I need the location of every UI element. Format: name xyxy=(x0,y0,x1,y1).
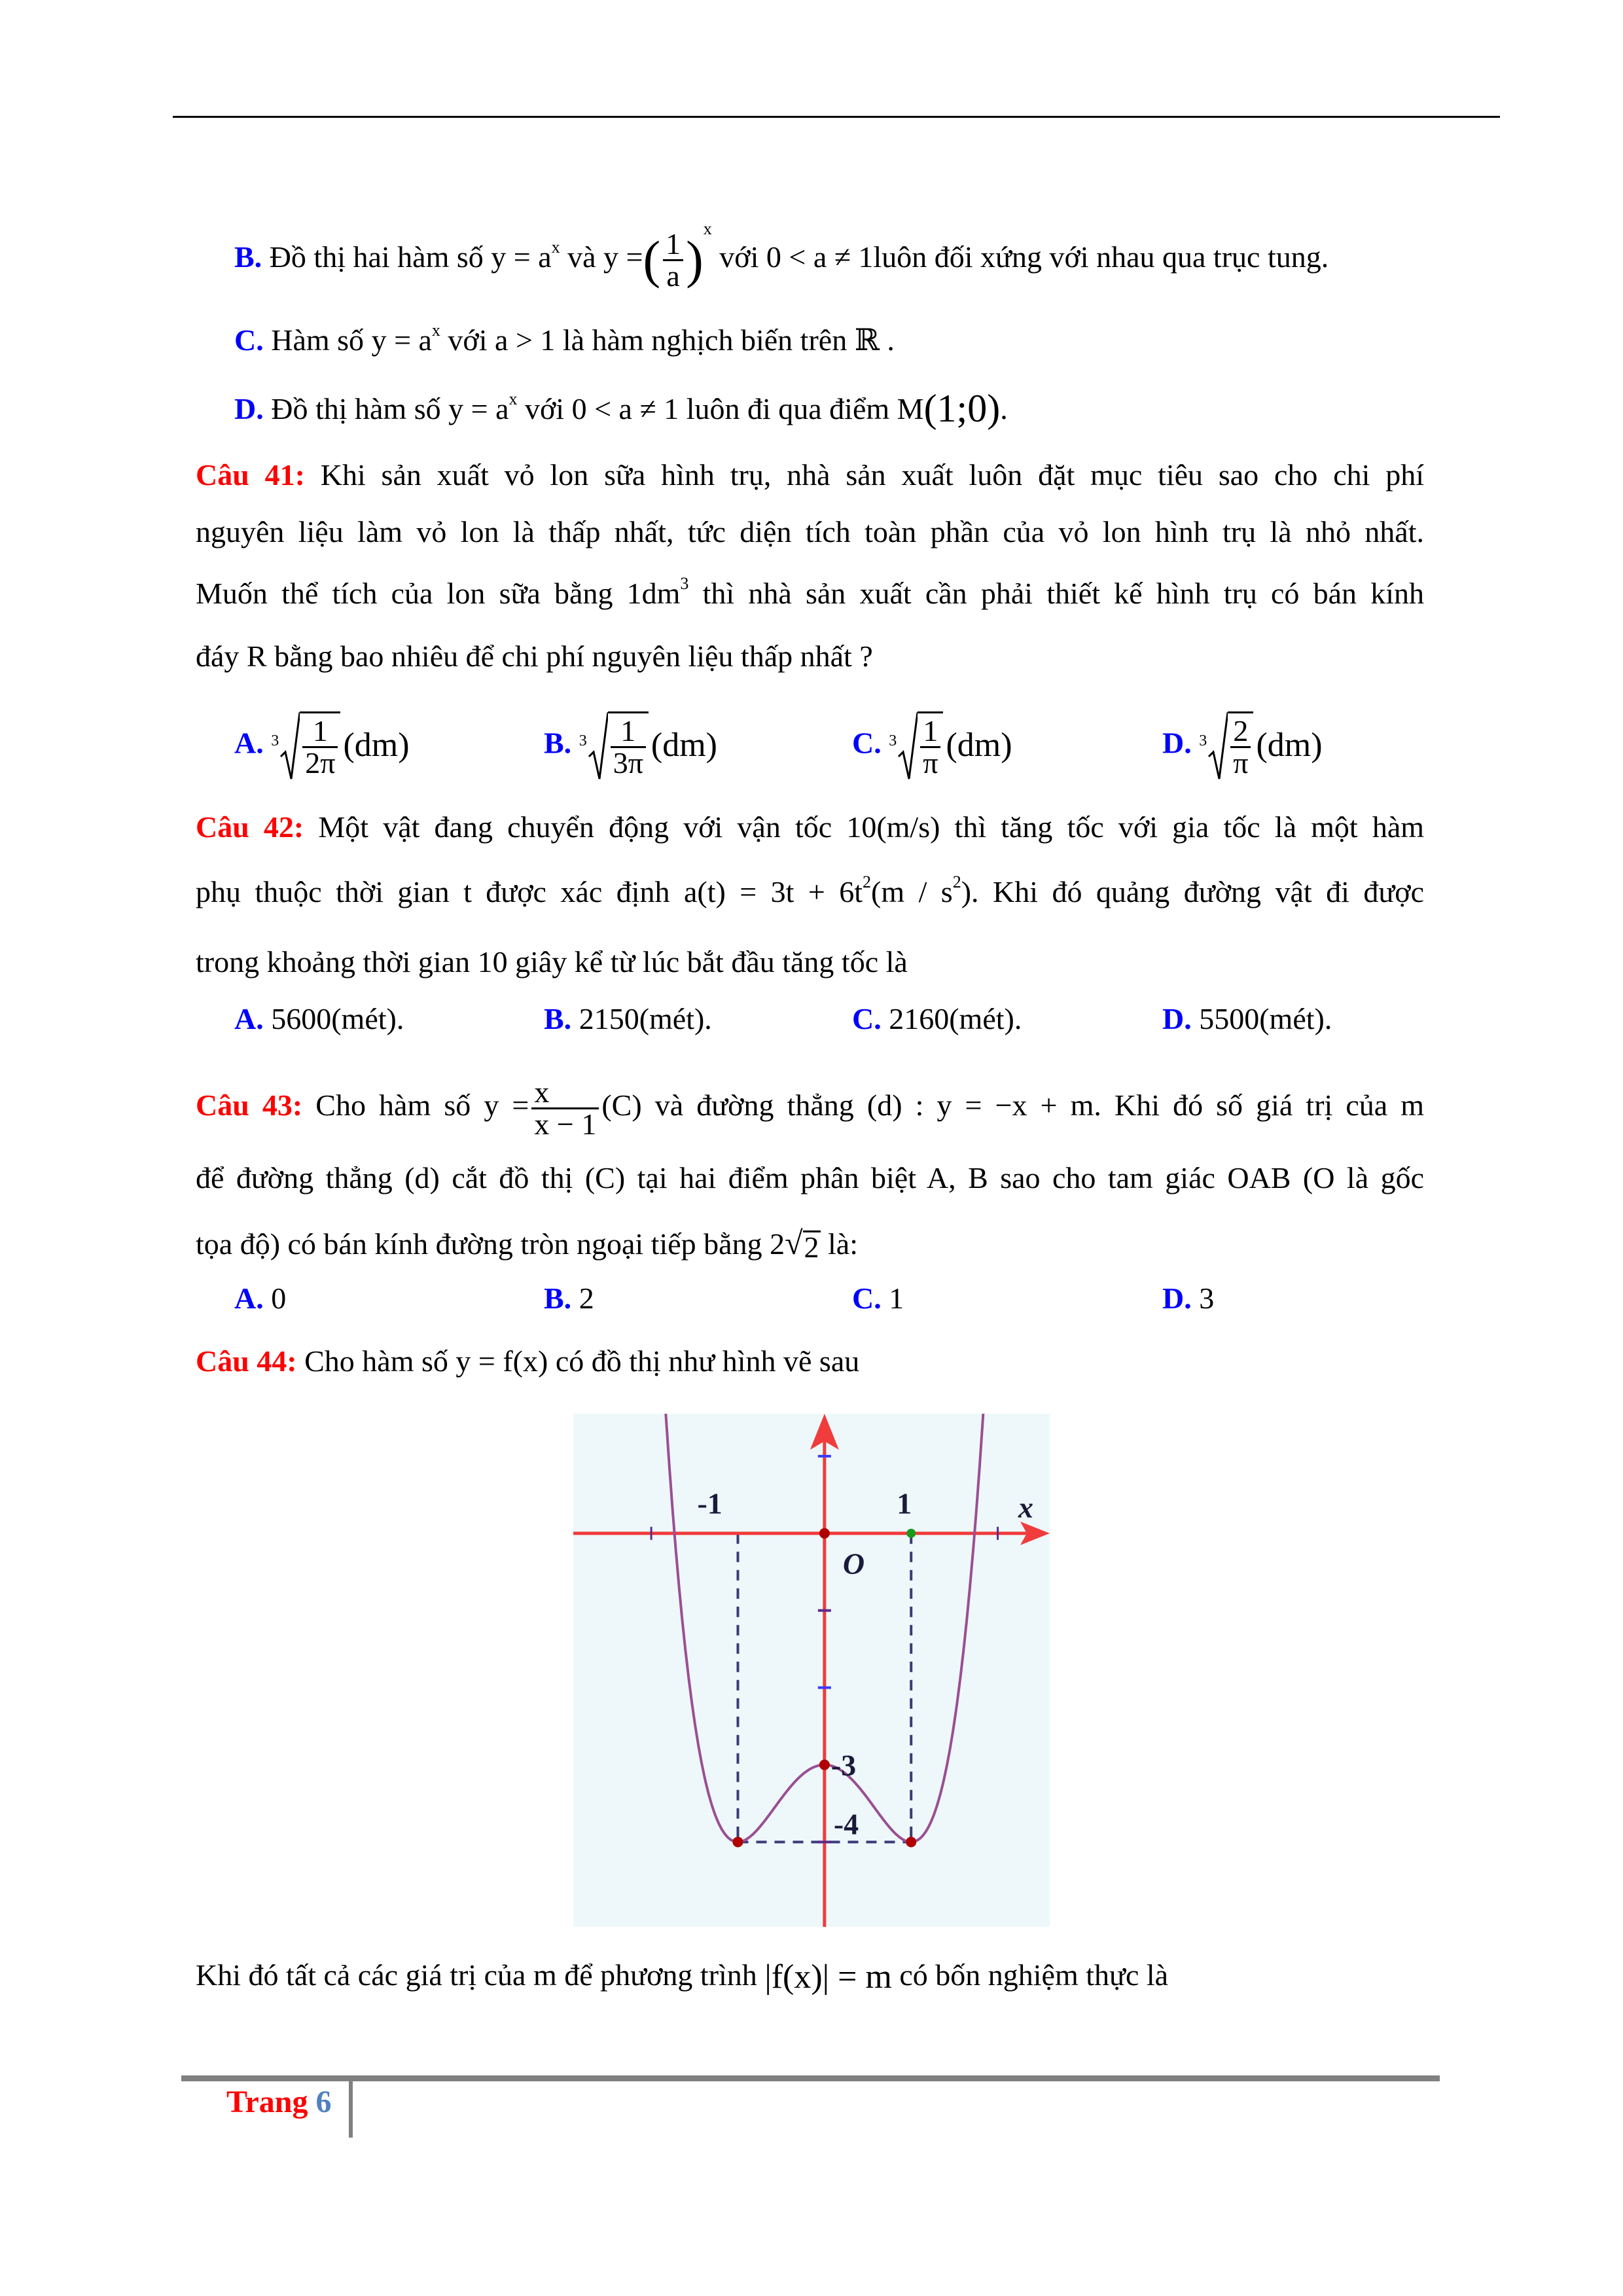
math xyxy=(491,240,560,274)
unit: (dm) xyxy=(651,726,718,764)
exponent: x xyxy=(551,238,560,257)
key-point-green xyxy=(906,1529,916,1538)
exponent: 2 xyxy=(863,872,872,891)
radical-sign: √ xyxy=(785,1225,803,1261)
exponent: x xyxy=(703,219,712,239)
text: tọa độ) có bán kính đường tròn ngoại tiếp bằng xyxy=(196,1227,762,1261)
q41-line-4 xyxy=(196,637,873,676)
text: phụ thuộc thời gian t được xác định xyxy=(196,875,670,908)
q42-line-1 xyxy=(196,808,1424,847)
radicand xyxy=(918,711,943,780)
q40-option-b xyxy=(234,219,1329,293)
fraction xyxy=(531,1077,599,1139)
text: để đường thẳng (d) cắt đồ thị (C) tại hai điểm phân biệt A, B sao cho tam giác OAB (O là gốc xyxy=(196,1161,1424,1194)
key-point xyxy=(732,1837,743,1847)
unit: (dm) xyxy=(343,726,410,764)
math-text: y = a xyxy=(448,392,509,425)
x-axis-label: x xyxy=(1018,1490,1033,1524)
math-text: (m / s xyxy=(871,875,953,908)
option-a xyxy=(234,1279,286,1318)
exponent: x xyxy=(431,321,440,340)
option-b xyxy=(544,999,712,1039)
radical-stroke xyxy=(1209,713,1228,780)
math-text: y = xyxy=(603,240,643,274)
q41-line-2 xyxy=(196,512,1424,552)
radicand: 2 xyxy=(804,1230,819,1264)
text: Đồ thị hàm số xyxy=(271,392,441,425)
q40-option-d xyxy=(234,389,1008,429)
tick-label-y-neg4: -4 xyxy=(833,1807,859,1841)
formula xyxy=(484,1075,642,1141)
numerator: 1 xyxy=(302,716,338,748)
key-point xyxy=(819,1759,830,1770)
option-b xyxy=(544,711,717,781)
numerator: 1 xyxy=(920,716,940,748)
text: . Khi đó quảng đường vật đi được xyxy=(971,875,1425,908)
numerator: 2 xyxy=(1230,716,1251,748)
sqrt xyxy=(785,1223,820,1263)
question-label: Câu 41: xyxy=(196,458,305,492)
cube-root xyxy=(1199,711,1253,781)
root-index: 3 xyxy=(1199,732,1207,749)
math-text: (C) xyxy=(601,1088,642,1122)
option-c xyxy=(852,711,1012,781)
text: với a > 1 là hàm nghịch biến trên ℝ . xyxy=(448,323,895,357)
math-text: a(t) = 3t + 6t xyxy=(683,875,863,908)
tick-label-x-pos1: 1 xyxy=(897,1486,912,1520)
option-label: D. xyxy=(234,392,264,425)
math-text: |f(x)| = m xyxy=(764,1958,892,1996)
text: nguyên liệu làm vỏ lon là thấp nhất, tức diện tích toàn phần của vỏ lon hình trụ là nhỏ nhất. xyxy=(196,515,1424,548)
option-label: D. xyxy=(1162,1002,1192,1035)
origin-label: O xyxy=(842,1547,865,1581)
denominator: 2π xyxy=(305,745,336,780)
option-label: C. xyxy=(234,323,264,357)
option-a xyxy=(234,711,410,781)
exponent: 2 xyxy=(952,872,961,891)
text: Khi đó tất cả các giá trị của m để phương trình xyxy=(196,1958,757,1992)
cube-root xyxy=(889,711,943,781)
root-index: 3 xyxy=(271,732,279,749)
option-text: 5600(mét). xyxy=(271,1002,404,1035)
text: . Khi đó số giá trị của m xyxy=(1094,1088,1425,1122)
option-text: 1 xyxy=(889,1282,904,1315)
option-text: 2160(mét). xyxy=(889,1002,1022,1035)
text: với 0 < a ≠ 1 luôn đi qua điểm M xyxy=(524,392,924,425)
text: đáy R bằng bao nhiêu để chi phí nguyên liệu thấp nhất ? xyxy=(196,639,873,673)
text: . xyxy=(1000,392,1008,425)
numerator: 1 xyxy=(611,716,646,748)
q42-line-3 xyxy=(196,942,908,982)
unit: (dm) xyxy=(1256,726,1323,764)
fraction xyxy=(302,713,338,780)
option-c xyxy=(852,1279,904,1318)
fraction xyxy=(663,229,683,291)
radical-sign-icon xyxy=(588,711,608,781)
option-label: C. xyxy=(852,726,882,760)
text: Khi sản xuất vỏ lon sữa hình trụ, nhà sản xuất luôn đặt mục tiêu sao cho chi phí xyxy=(320,458,1424,492)
question-label: Câu 44: xyxy=(196,1344,297,1378)
numerator: x xyxy=(531,1077,599,1109)
tick-label-x-neg1: -1 xyxy=(697,1486,722,1520)
q40-option-c xyxy=(234,321,895,360)
formula xyxy=(683,872,1425,908)
text: thì nhà sản xuất cần phải thiết kế hình trụ có bán kính xyxy=(702,577,1424,610)
page-number xyxy=(226,2083,331,2122)
text: có đồ thị như hình vẽ sau xyxy=(555,1344,860,1378)
question-label: Câu 43: xyxy=(196,1088,303,1122)
option-d xyxy=(1162,999,1332,1039)
radical-sign-icon xyxy=(898,711,918,781)
q44-line-2 xyxy=(196,1956,1168,1995)
option-a xyxy=(234,999,404,1039)
option-label: B. xyxy=(544,1282,572,1315)
denominator: a xyxy=(666,259,680,293)
key-point xyxy=(819,1528,830,1539)
math-text: 2 xyxy=(770,1227,785,1261)
radical-stroke xyxy=(899,713,918,780)
q44-line-1 xyxy=(196,1342,859,1381)
option-text: 3 xyxy=(1199,1282,1215,1315)
text: và đường thẳng xyxy=(654,1088,854,1122)
radical-sign-icon xyxy=(280,711,300,781)
text: Muốn thể tích của lon sữa bằng 1dm xyxy=(196,577,681,610)
numerator: 1 xyxy=(663,229,683,261)
radicand xyxy=(608,711,649,780)
math-text: (d) : y = −x + m xyxy=(866,1088,1094,1122)
option-d xyxy=(1162,1279,1214,1318)
denominator: 3π xyxy=(613,745,643,780)
radical-stroke xyxy=(589,713,608,780)
point: (1;0) xyxy=(923,387,1001,430)
text: trong khoảng thời gian 10 giây kể từ lúc bắt đầu tăng tốc là xyxy=(196,945,908,978)
text: Hàm số xyxy=(271,323,365,357)
option-d xyxy=(1162,711,1323,781)
paren: ) xyxy=(686,231,704,289)
option-label: A. xyxy=(234,1002,264,1035)
function-graph xyxy=(573,1414,1050,1927)
option-b xyxy=(544,1279,594,1318)
text: Cho hàm số xyxy=(304,1344,448,1378)
text: có bốn nghiệm thực là xyxy=(899,1958,1169,1992)
text: là: xyxy=(828,1227,859,1261)
math-text: ) xyxy=(961,875,972,908)
paren: ( xyxy=(643,231,661,289)
radicand xyxy=(1228,711,1253,780)
option-c xyxy=(852,999,1022,1039)
option-label: C. xyxy=(852,1282,882,1315)
key-point xyxy=(906,1837,916,1847)
root-index: 3 xyxy=(579,732,587,749)
footer-rule xyxy=(181,2075,1440,2081)
option-text: 5500(mét). xyxy=(1199,1002,1332,1035)
text: Cho hàm số xyxy=(315,1088,471,1122)
option-label: B. xyxy=(544,726,572,760)
root-index: 3 xyxy=(889,732,897,749)
tick-label-y-neg3: -3 xyxy=(830,1748,857,1782)
radical-sign-icon xyxy=(1208,711,1228,781)
q41-line-3 xyxy=(196,574,1424,613)
cube-root xyxy=(579,711,649,781)
text: với 0 < a ≠ 1luôn đối xứng với nhau qua trục tung. xyxy=(719,240,1329,274)
unit: (dm) xyxy=(946,726,1012,764)
footer-divider xyxy=(349,2081,353,2138)
page-word: Trang xyxy=(226,2085,308,2119)
text: Đồ thị hai hàm số xyxy=(269,240,484,274)
radicand xyxy=(300,711,340,780)
option-text: 0 xyxy=(271,1282,287,1315)
option-text: 2150(mét). xyxy=(579,1002,712,1035)
q43-line-1 xyxy=(196,1077,1424,1139)
page-num: 6 xyxy=(315,2085,332,2119)
math-text: y = xyxy=(484,1088,529,1122)
q41-line-1 xyxy=(196,456,1424,495)
q42-line-2 xyxy=(196,872,1424,912)
option-label: A. xyxy=(234,1282,264,1315)
option-label: B. xyxy=(234,240,262,274)
text: và xyxy=(567,240,596,274)
fraction xyxy=(920,713,940,780)
option-label: B. xyxy=(544,1002,572,1035)
option-label: D. xyxy=(1162,1282,1192,1315)
exponent: x xyxy=(508,389,518,408)
denominator: π xyxy=(923,745,938,780)
denominator: x − 1 xyxy=(534,1107,597,1141)
option-text: 2 xyxy=(579,1282,594,1315)
option-label: A. xyxy=(234,726,264,760)
q43-line-3 xyxy=(196,1223,858,1264)
fraction xyxy=(611,713,646,780)
q43-line-2 xyxy=(196,1158,1424,1198)
question-label: Câu 42: xyxy=(196,810,304,844)
denominator: π xyxy=(1233,745,1249,780)
text: Một vật đang chuyển động với vận tốc 10(m/s) thì tăng tốc với gia tốc là một hàm xyxy=(318,810,1425,844)
math-text: y = a xyxy=(371,323,432,357)
option-label: C. xyxy=(852,1002,882,1035)
math-text: y = f(x) xyxy=(455,1344,548,1378)
radical-stroke xyxy=(281,713,300,780)
option-label: D. xyxy=(1162,726,1192,760)
fraction xyxy=(1230,713,1251,780)
header-rule xyxy=(173,116,1500,118)
exponent: 3 xyxy=(680,574,689,593)
cube-root xyxy=(271,711,340,781)
math-text: y = a xyxy=(491,240,552,274)
